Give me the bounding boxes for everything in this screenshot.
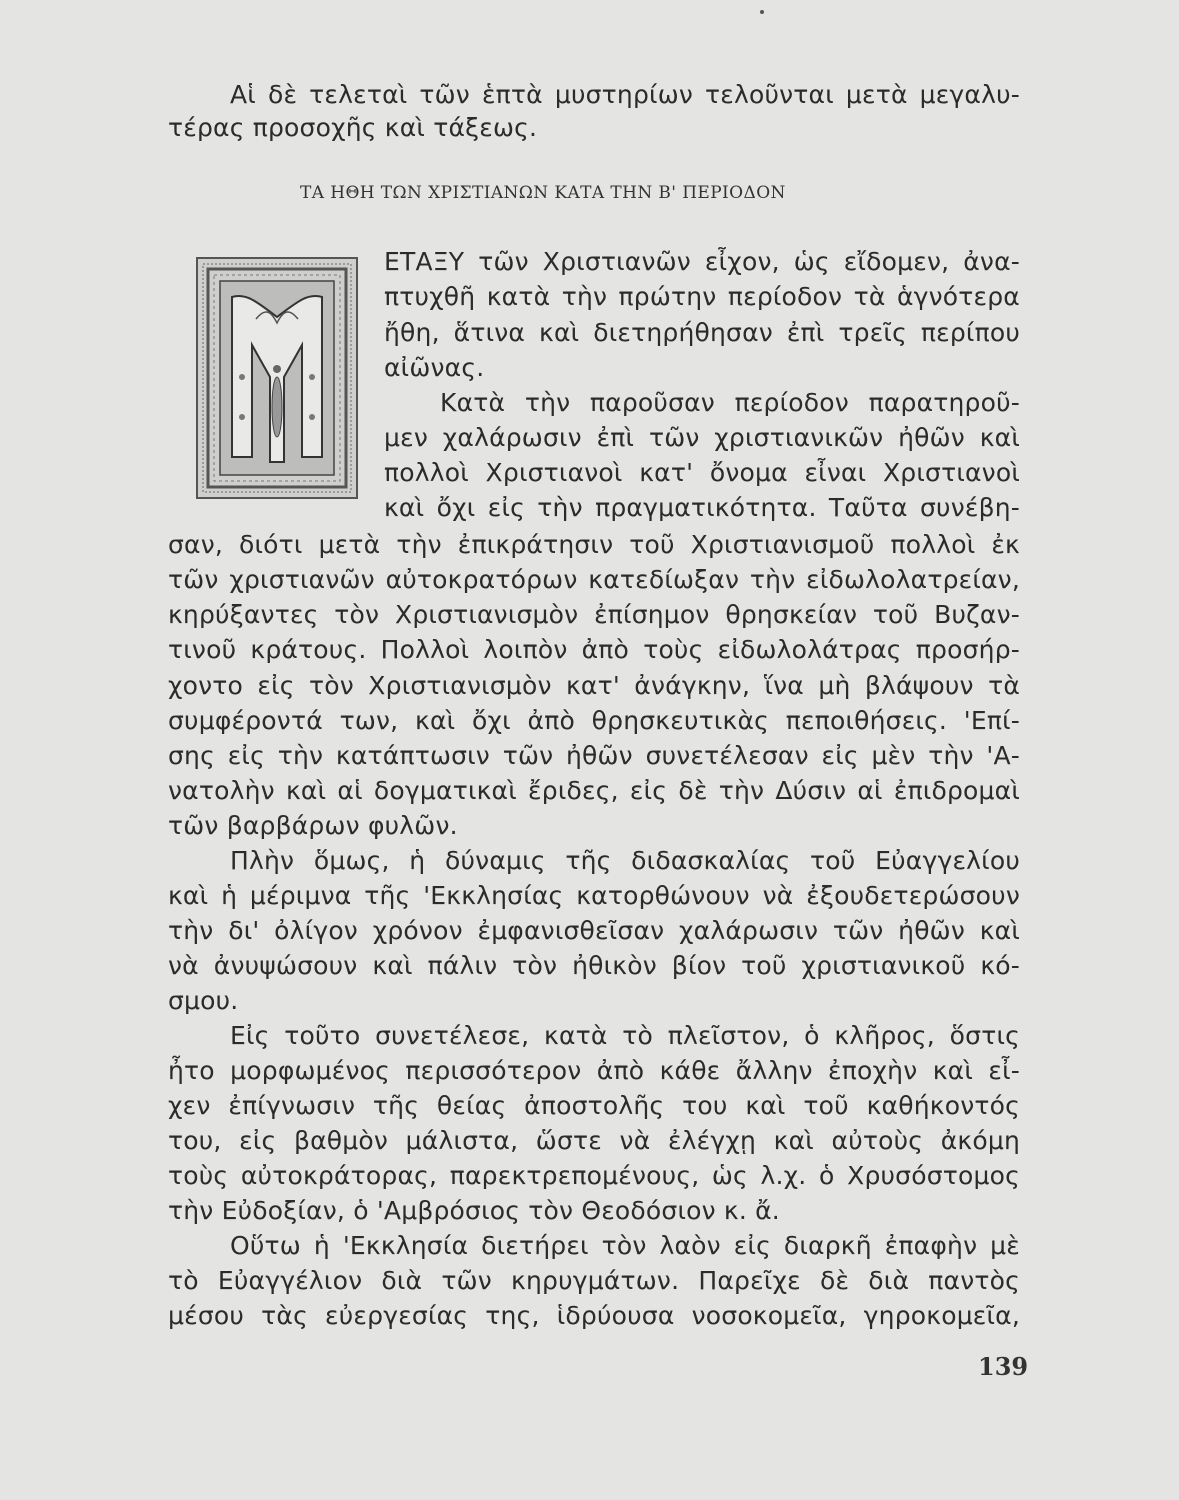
text-line: Αἱ δὲ τελεταὶ τῶν ἑπτὰ μυστηρίων τελοῦνται μετὰ μεγαλυ- — [230, 80, 1020, 109]
text-line: ἦτο μορφωμένος περισσότερον ἀπὸ κάθε ἄλλην ἐποχὴν καὶ εἶ- — [168, 1056, 1020, 1085]
text-line: τὴν Εὐδοξίαν, ὁ 'Αμβρόσιος τὸν Θεοδόσιον κ. ἄ. — [168, 1196, 780, 1225]
text-line: χοντο εἰς τὸν Χριστιανισμὸν κατ' ἀνάγκην, ἵνα μὴ βλάψουν τὰ — [168, 671, 1020, 700]
text-line: σμου. — [168, 986, 239, 1015]
text-line: ἤθη, ἅτινα καὶ διετηρήθησαν ἐπὶ τρεῖς περίπου — [384, 318, 1020, 347]
text-line: τῶν βαρβάρων φυλῶν. — [168, 811, 458, 840]
text-line: Οὕτω ἡ 'Εκκλησία διετήρει τὸν λαὸν εἰς διαρκῆ ἐπαφὴν μὲ — [230, 1231, 1020, 1260]
text-line: Εἰς τοῦτο συνετέλεσε, κατὰ τὸ πλεῖστον, ὁ κλῆρος, ὅστις — [230, 1021, 1020, 1050]
text-line: τοὺς αὐτοκράτορας, παρεκτρεπομένους, ὡς λ.χ. ὁ Χρυσόστομος — [168, 1161, 1020, 1190]
text-line: του, εἰς βαθμὸν μάλιστα, ὥστε νὰ ἐλέγχῃ καὶ αὐτοὺς ἀκόμη — [168, 1126, 1020, 1155]
text-line: ΕΤΑΞΥ τῶν Χριστιανῶν εἶχον, ὡς εἴδομεν, ἀνα- — [384, 247, 1020, 276]
text-line: μεν χαλάρωσιν ἐπὶ τῶν χριστιανικῶν ἠθῶν καὶ — [384, 423, 1020, 452]
text-line: Κατὰ τὴν παροῦσαν περίοδον παρατηροῦ- — [440, 388, 1020, 417]
text-line: σαν, διότι μετὰ τὴν ἐπικράτησιν τοῦ Χριστιανισμοῦ πολλοὶ ἐκ — [168, 530, 1020, 559]
text-line: πολλοὶ Χριστιανοὶ κατ' ὄνομα εἶναι Χριστιανοὶ — [384, 458, 1020, 487]
text-line: πτυχθῆ κατὰ τὴν πρώτην περίοδον τὰ ἁγνότερα — [384, 282, 1020, 311]
ornamental-drop-cap-m — [196, 257, 358, 499]
text-line: τῶν χριστιανῶν αὐτοκρατόρων κατεδίωξαν τὴν εἰδωλολατρείαν, — [168, 565, 1020, 594]
text-line: σης εἰς τὴν κατάπτωσιν τῶν ἠθῶν συνετέλεσαν εἰς μὲν τὴν 'Α- — [168, 741, 1020, 770]
text-line: χεν ἐπίγνωσιν τῆς θείας ἀποστολῆς του καὶ τοῦ καθήκοντός — [168, 1091, 1020, 1120]
text-line: συμφέροντά των, καὶ ὄχι ἀπὸ θρησκευτικὰς πεποιθήσεις. 'Επί- — [168, 706, 1020, 735]
page-number: 139 — [978, 1352, 1029, 1381]
section-heading: ΤΑ ΗΘΗ ΤΩΝ ΧΡΙΣΤΙΑΝΩΝ ΚΑΤΑ ΤΗΝ Β' ΠΕΡΙΟΔΟΝ — [300, 183, 786, 203]
text-line: καὶ ὄχι εἰς τὴν πραγματικότητα. Ταῦτα συνέβη- — [384, 493, 1020, 522]
text-line: τὴν δι' ὀλίγον χρόνον ἐμφανισθεῖσαν χαλάρωσιν τῶν ἠθῶν καὶ — [168, 916, 1020, 945]
text-line: νατολὴν καὶ αἱ δογματικαὶ ἔριδες, εἰς δὲ τὴν Δύσιν αἱ ἐπιδρομαὶ — [168, 776, 1020, 805]
text-line: Πλὴν ὅμως, ἡ δύναμις τῆς διδασκαλίας τοῦ Εὐαγγελίου — [230, 846, 1020, 875]
text-line: κηρύξαντες τὸν Χριστιανισμὸν ἐπίσημον θρησκείαν τοῦ Βυζαν- — [168, 600, 1020, 629]
text-line: αἰῶνας. — [384, 353, 485, 382]
stray-mark — [760, 10, 764, 14]
text-line: καὶ ἡ μέριμνα τῆς 'Εκκλησίας κατορθώνουν νὰ ἐξουδετερώσουν — [168, 881, 1020, 910]
text-line: τὸ Εὐαγγέλιον διὰ τῶν κηρυγμάτων. Παρεῖχε δὲ διὰ παντὸς — [168, 1266, 1020, 1295]
text-line: νὰ ἀνυψώσουν καὶ πάλιν τὸν ἠθικὸν βίον τοῦ χριστιανικοῦ κό- — [168, 951, 1020, 980]
text-line: τέρας προσοχῆς καὶ τάξεως. — [168, 113, 538, 142]
text-line: τινοῦ κράτους. Πολλοὶ λοιπὸν ἀπὸ τοὺς εἰδωλολάτρας προσήρ- — [168, 635, 1020, 664]
text-line: μέσου τὰς εὐεργεσίας της, ἱδρύουσα νοσοκομεῖα, γηροκομεῖα, — [168, 1301, 1020, 1330]
